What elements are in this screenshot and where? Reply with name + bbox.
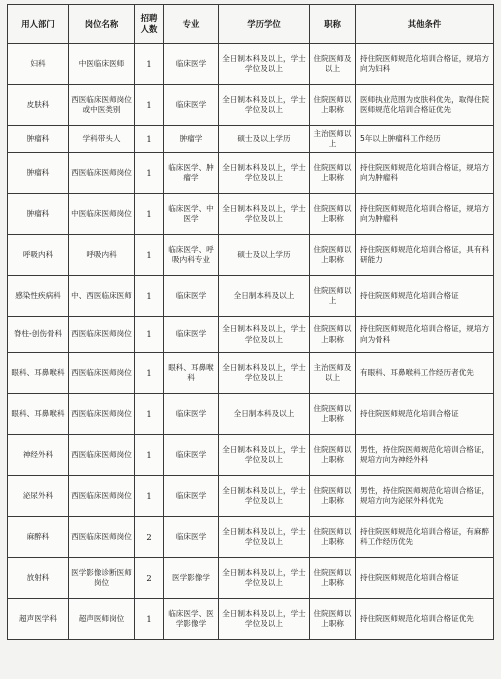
table-row (8, 476, 494, 517)
row-dept: 感染性疾病科 (8, 276, 69, 317)
row-title: 主治医师以上 (310, 126, 356, 153)
row-edu: 全日制本科及以上，学士学位及以上 (219, 44, 310, 85)
row-count: 1 (135, 317, 164, 353)
row-post: 中、西医临床医师 (69, 276, 135, 317)
row-major: 医学影像学 (164, 558, 219, 599)
table-row (8, 153, 494, 194)
row-title: 住院医师以上职称 (310, 85, 356, 126)
row-major: 临床医学 (164, 435, 219, 476)
row-title: 住院医师以上职称 (310, 558, 356, 599)
row-title: 住院医师以上职称 (310, 517, 356, 558)
row-other: 持住院医师规范化培训合格证优先 (356, 599, 494, 640)
row-edu: 全日制本科及以上，学士学位及以上 (219, 517, 310, 558)
table-row (8, 317, 494, 353)
row-dept: 神经外科 (8, 435, 69, 476)
row-count: 1 (135, 276, 164, 317)
row-major: 眼科、耳鼻喉科 (164, 353, 219, 394)
header-other: 其他条件 (356, 5, 494, 44)
row-other: 持住院医师规范化培训合格证，有麻醉科工作经历优先 (356, 517, 494, 558)
row-count: 1 (135, 126, 164, 153)
header-edu: 学历学位 (219, 5, 310, 44)
row-other: 男性，持住院医师规范化培训合格证，规培方向为泌尿外科优先 (356, 476, 494, 517)
row-count: 1 (135, 44, 164, 85)
row-title: 住院医师以上职称 (310, 235, 356, 276)
table-row (8, 194, 494, 235)
row-edu: 全日制本科及以上 (219, 276, 310, 317)
row-post: 西医临床医师岗位 (69, 394, 135, 435)
row-other: 持住院医师规范化培训合格证 (356, 276, 494, 317)
table-body (8, 44, 494, 640)
table-row (8, 394, 494, 435)
row-title: 住院医师以上职称 (310, 194, 356, 235)
row-count: 1 (135, 394, 164, 435)
row-dept: 皮肤科 (8, 85, 69, 126)
row-major: 临床医学 (164, 44, 219, 85)
row-dept: 放射科 (8, 558, 69, 599)
row-major: 临床医学 (164, 317, 219, 353)
row-title: 住院医师以上职称 (310, 476, 356, 517)
table-row (8, 235, 494, 276)
row-edu: 全日制本科及以上，学士学位及以上 (219, 85, 310, 126)
table-row (8, 517, 494, 558)
row-edu: 全日制本科及以上，学士学位及以上 (219, 435, 310, 476)
row-count: 1 (135, 476, 164, 517)
header-post: 岗位名称 (69, 5, 135, 44)
row-count: 1 (135, 599, 164, 640)
row-dept: 呼吸内科 (8, 235, 69, 276)
row-title: 住院医师以上职称 (310, 317, 356, 353)
row-title: 住院医师以上职称 (310, 435, 356, 476)
row-edu: 全日制本科及以上，学士学位及以上 (219, 558, 310, 599)
row-edu: 全日制本科及以上，学士学位及以上 (219, 153, 310, 194)
row-post: 西医临床医师岗位或中医类别 (69, 85, 135, 126)
table-row (8, 558, 494, 599)
row-major: 临床医学、中医学 (164, 194, 219, 235)
row-major: 临床医学 (164, 476, 219, 517)
recruitment-table-wrapper (7, 4, 494, 640)
row-major: 临床医学、肿瘤学 (164, 153, 219, 194)
table-row (8, 126, 494, 153)
row-post: 学科带头人 (69, 126, 135, 153)
row-post: 中医临床医师 (69, 44, 135, 85)
row-post: 西医临床医师岗位 (69, 317, 135, 353)
table-row (8, 599, 494, 640)
row-other: 持住院医师规范化培训合格证，规培方向为肿瘤科 (356, 194, 494, 235)
row-post: 中医临床医师岗位 (69, 194, 135, 235)
row-edu: 全日制本科及以上，学士学位及以上 (219, 194, 310, 235)
row-title: 住院医师以上职称 (310, 153, 356, 194)
row-post: 西医临床医师岗位 (69, 153, 135, 194)
row-dept: 超声医学科 (8, 599, 69, 640)
row-other: 持住院医师规范化培训合格证，规培方向为妇科 (356, 44, 494, 85)
row-edu: 全日制本科及以上，学士学位及以上 (219, 317, 310, 353)
row-dept: 脊柱-创伤骨科 (8, 317, 69, 353)
row-count: 1 (135, 235, 164, 276)
row-title: 住院医师及以上 (310, 44, 356, 85)
table-header-row (8, 5, 494, 44)
header-major: 专业 (164, 5, 219, 44)
row-post: 超声医师岗位 (69, 599, 135, 640)
row-other: 医师执业范围为皮肤科优先，取得住院医师规范化培训合格证优先 (356, 85, 494, 126)
row-count: 2 (135, 517, 164, 558)
row-other: 持住院医师规范化培训合格证，规培方向为肿瘤科 (356, 153, 494, 194)
row-major: 临床医学、呼吸内科专业 (164, 235, 219, 276)
row-dept: 肿瘤科 (8, 153, 69, 194)
row-title: 主治医师及以上 (310, 353, 356, 394)
row-post: 呼吸内科 (69, 235, 135, 276)
row-count: 1 (135, 435, 164, 476)
row-other: 5年以上肿瘤科工作经历 (356, 126, 494, 153)
row-major: 临床医学 (164, 276, 219, 317)
row-post: 西医临床医师岗位 (69, 353, 135, 394)
row-dept: 妇科 (8, 44, 69, 85)
row-title: 住院医师以上 (310, 276, 356, 317)
row-other: 持住院医师规范化培训合格证，规培方向为骨科 (356, 317, 494, 353)
header-count: 招聘人数 (135, 5, 164, 44)
row-edu: 硕士及以上学历 (219, 126, 310, 153)
row-other: 持住院医师规范化培训合格证 (356, 394, 494, 435)
row-edu: 硕士及以上学历 (219, 235, 310, 276)
row-edu: 全日制本科及以上，学士学位及以上 (219, 599, 310, 640)
header-dept: 用人部门 (8, 5, 69, 44)
row-dept: 肿瘤科 (8, 194, 69, 235)
header-title: 职称 (310, 5, 356, 44)
row-dept: 肿瘤科 (8, 126, 69, 153)
row-edu: 全日制本科及以上，学士学位及以上 (219, 476, 310, 517)
row-major: 肿瘤学 (164, 126, 219, 153)
row-count: 1 (135, 85, 164, 126)
recruitment-table (7, 4, 494, 640)
row-count: 1 (135, 153, 164, 194)
row-major: 临床医学 (164, 85, 219, 126)
row-major: 临床医学 (164, 394, 219, 435)
row-dept: 眼科、耳鼻喉科 (8, 353, 69, 394)
row-post: 西医临床医师岗位 (69, 435, 135, 476)
row-major: 临床医学 (164, 517, 219, 558)
row-other: 持住院医师规范化培训合格证 (356, 558, 494, 599)
table-row (8, 276, 494, 317)
table-row (8, 85, 494, 126)
row-title: 住院医师以上职称 (310, 394, 356, 435)
table-row (8, 353, 494, 394)
row-other: 持住院医师规范化培训合格证，具有科研能力 (356, 235, 494, 276)
row-post: 西医临床医师岗位 (69, 476, 135, 517)
row-count: 2 (135, 558, 164, 599)
row-edu: 全日制本科及以上，学士学位及以上 (219, 353, 310, 394)
row-dept: 眼科、耳鼻喉科 (8, 394, 69, 435)
table-row (8, 435, 494, 476)
row-other: 男性，持住院医师规范化培训合格证，规培方向为神经外科 (356, 435, 494, 476)
row-edu: 全日制本科及以上 (219, 394, 310, 435)
row-dept: 麻醉科 (8, 517, 69, 558)
row-count: 1 (135, 194, 164, 235)
row-count: 1 (135, 353, 164, 394)
row-post: 医学影像诊断医师岗位 (69, 558, 135, 599)
row-title: 住院医师以上职称 (310, 599, 356, 640)
row-post: 西医临床医师岗位 (69, 517, 135, 558)
table-row (8, 44, 494, 85)
row-other: 有眼科、耳鼻喉科工作经历者优先 (356, 353, 494, 394)
row-major: 临床医学、医学影像学 (164, 599, 219, 640)
row-dept: 泌尿外科 (8, 476, 69, 517)
